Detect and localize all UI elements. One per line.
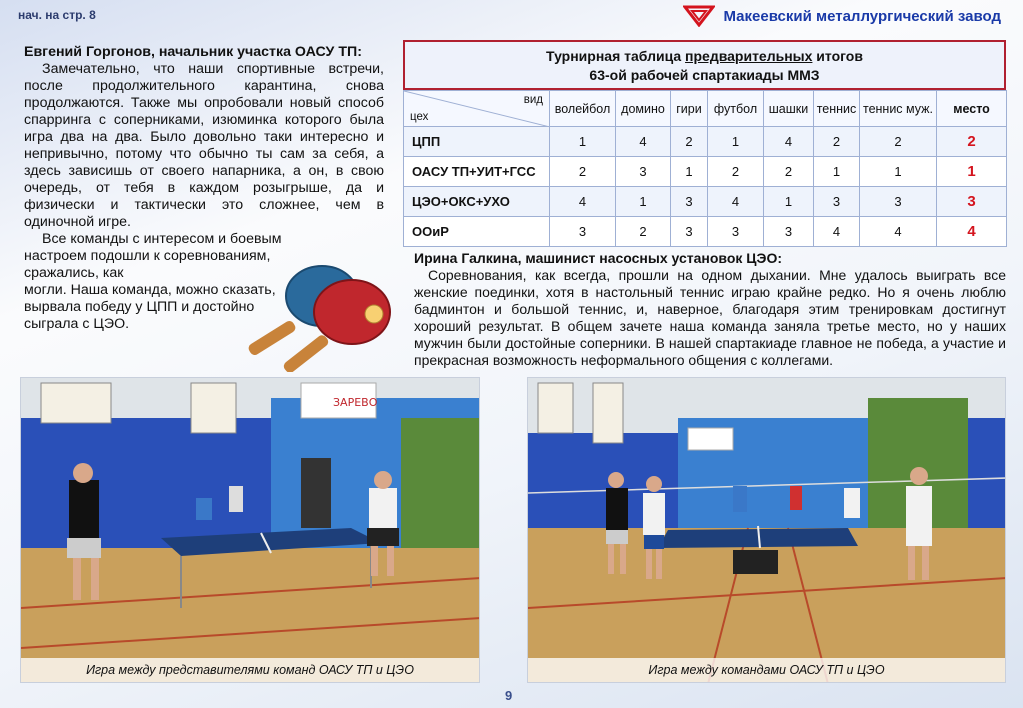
right-paragraph: Соревнования, как всегда, прошли на одном дыхании. Мне удалось выиграть все женские поединки, хотя в настольный теннис играю крайне редко. Но я очень люблю бадминтон и большой теннис, и, наверное, благодаря этим тренировкам достигнут хороший результат. В общем зачете наша команда заняла третье место, но у наших мужчин были достойные соперники. В нашей спартакиаде главное не победа, а участие и прекрасная возможность неформального общения с коллегами.	[414, 267, 1006, 368]
photo-right	[527, 377, 1006, 683]
tournament-table-title	[403, 40, 1006, 90]
table-row	[404, 157, 1007, 187]
score-cell: 3	[671, 187, 708, 217]
score-cell: 4	[708, 187, 764, 217]
column-header: гири	[671, 91, 708, 127]
brand-header	[683, 4, 1001, 28]
score-cell: 1	[671, 157, 708, 187]
score-cell: 2	[550, 157, 616, 187]
gym-scene-right	[528, 378, 1006, 683]
left-author: Евгений Горгонов, начальник участка ОАСУ ТП:	[24, 44, 362, 60]
score-cell: 4	[860, 217, 937, 247]
score-cell: 1	[616, 187, 671, 217]
score-cell: 1	[764, 187, 814, 217]
team-name: ЦПП	[404, 127, 550, 157]
score-cell: 4	[550, 187, 616, 217]
score-cell: 4	[616, 127, 671, 157]
place-cell: 4	[937, 217, 1007, 247]
score-cell: 4	[764, 127, 814, 157]
gym-scene-left	[21, 378, 480, 683]
column-header: шашки	[764, 91, 814, 127]
table-header-row	[404, 91, 1007, 127]
place-header: место	[937, 91, 1007, 127]
corner-col-label: вид	[523, 94, 543, 106]
score-cell: 1	[550, 127, 616, 157]
team-name: ООиР	[404, 217, 550, 247]
tournament-table	[403, 90, 1007, 247]
score-cell: 3	[616, 157, 671, 187]
title-line-2: 63-ой рабочей спартакиады ММЗ	[589, 67, 820, 83]
banner-text: ЗАРЕВО	[333, 396, 378, 409]
score-cell: 2	[764, 157, 814, 187]
company-logo-icon	[683, 5, 715, 27]
right-author: Ирина Галкина, машинист насосных установок ЦЭО:	[414, 250, 782, 266]
right-article	[414, 250, 1006, 369]
corner-cell	[404, 91, 550, 127]
place-cell: 2	[937, 127, 1007, 157]
table-row	[404, 127, 1007, 157]
team-name: ОАСУ ТП+УИТ+ГСС	[404, 157, 550, 187]
score-cell: 1	[814, 157, 860, 187]
score-cell: 4	[814, 217, 860, 247]
score-cell: 1	[860, 157, 937, 187]
score-cell: 2	[860, 127, 937, 157]
left-paragraph-1: Замечательно, что наши спортивные встречи, после продолжительного карантина, снова продолжаются. Также мы опробовали новый способ спарринга с соперниками, изюминка которого была игра два на два. Было довольно таки интересно и непривычно, потому что обычно ты сам за себя, а здесь зависишь от своего напарника, а он, в свою очередь, от тебя в каждом розыгрыше, да и физически и тактически это сложнее, чем в одиночной игре.	[24, 61, 384, 230]
left-paragraph-2b: могли. Наша команда, можно сказать, вырвала победу у ЦПП и достойно сыграла с ЦЭО.	[24, 282, 276, 332]
continued-from-note: нач. на стр. 8	[18, 8, 96, 22]
title-post: итогов	[812, 48, 863, 64]
table-row	[404, 217, 1007, 247]
column-header: теннис	[814, 91, 860, 127]
score-cell: 3	[671, 217, 708, 247]
brand-name: Макеевский металлургический завод	[723, 7, 1001, 25]
score-cell: 2	[671, 127, 708, 157]
score-cell: 3	[708, 217, 764, 247]
score-cell: 3	[860, 187, 937, 217]
tournament-table-block	[403, 40, 1006, 247]
table-tennis-paddles-icon	[240, 262, 400, 372]
corner-row-label: цех	[410, 111, 429, 123]
photo-left-caption: Игра между представителями команд ОАСУ ТП и ЦЭО	[21, 658, 479, 682]
score-cell: 3	[814, 187, 860, 217]
photo-right-caption: Игра между командами ОАСУ ТП и ЦЭО	[528, 658, 1005, 682]
place-cell: 3	[937, 187, 1007, 217]
left-paragraph-2a: Все команды с интересом и боевым настроем подошли к соревнованиям, сражались, как	[24, 231, 282, 281]
column-header: теннис муж.	[860, 91, 937, 127]
column-header: домино	[616, 91, 671, 127]
score-cell: 2	[814, 127, 860, 157]
score-cell: 2	[708, 157, 764, 187]
title-pre: Турнирная таблица	[546, 48, 686, 64]
score-cell: 1	[708, 127, 764, 157]
page-number: 9	[505, 688, 513, 703]
table-row	[404, 187, 1007, 217]
column-header: волейбол	[550, 91, 616, 127]
score-cell: 3	[764, 217, 814, 247]
score-cell: 3	[550, 217, 616, 247]
column-header: футбол	[708, 91, 764, 127]
team-name: ЦЭО+ОКС+УХО	[404, 187, 550, 217]
photo-left	[20, 377, 480, 683]
place-cell: 1	[937, 157, 1007, 187]
title-underlined: предварительных	[685, 48, 813, 64]
score-cell: 2	[616, 217, 671, 247]
